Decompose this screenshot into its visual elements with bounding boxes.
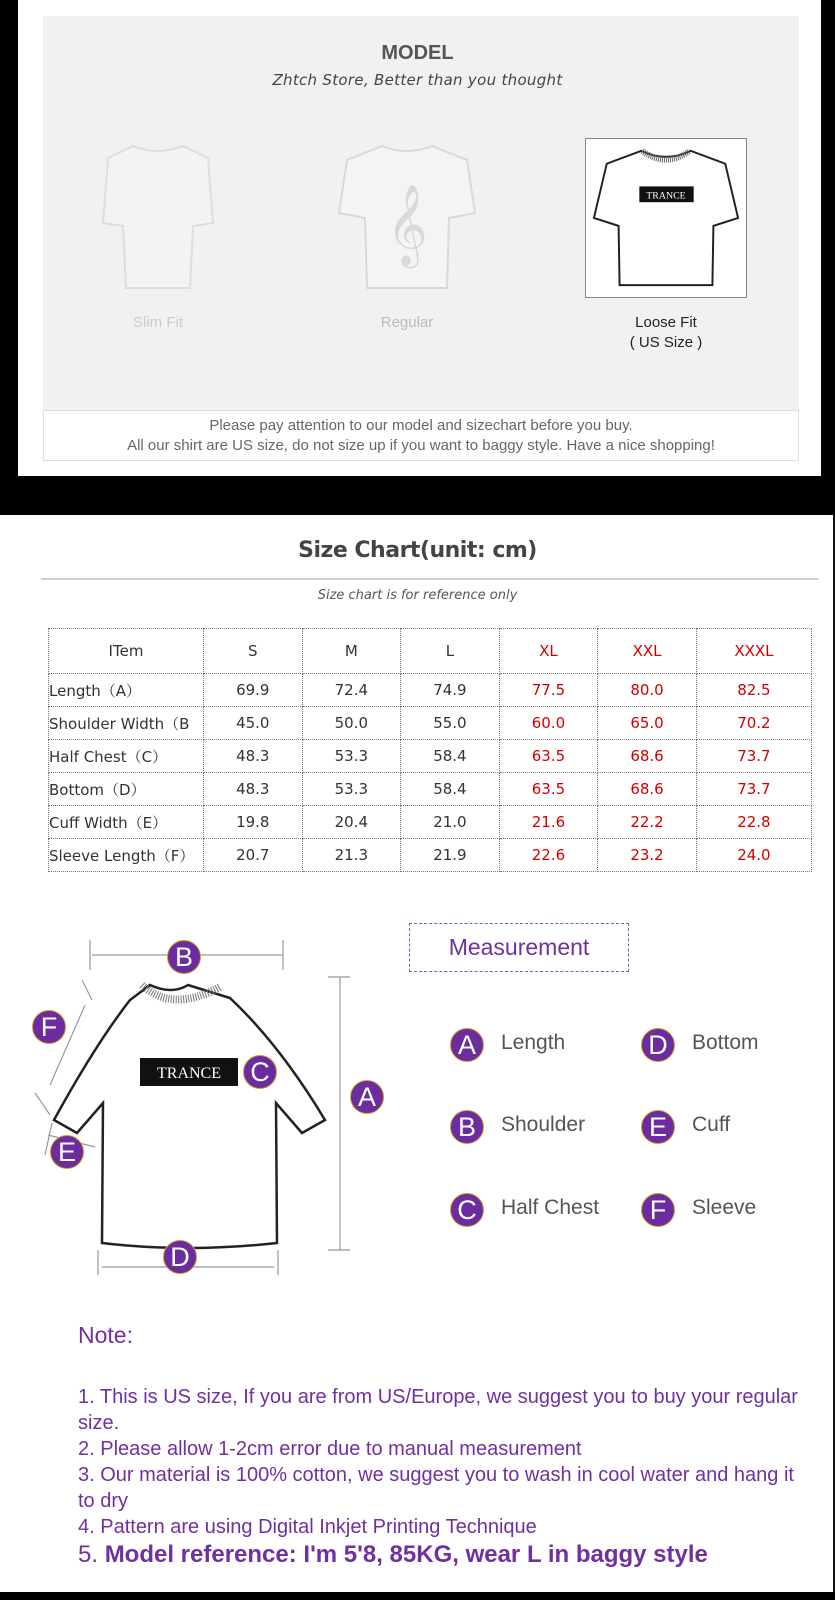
table-cell: 77.5 <box>499 674 598 707</box>
note-title: Note: <box>78 1322 133 1348</box>
legend-e-icon: E <box>641 1110 675 1144</box>
legend-f-label: Sleeve <box>692 1196 757 1219</box>
table-cell: 50.0 <box>302 707 401 740</box>
header-cell: XXXL <box>696 629 811 674</box>
table-cell: 45.0 <box>204 707 303 740</box>
slim-fit-shirt-icon <box>77 138 239 298</box>
table-row <box>49 839 812 872</box>
note-item-1: 1. This is US size, If you are from US/Europe, we suggest you to buy your regular size. <box>78 1386 798 1434</box>
table-cell: 82.5 <box>696 674 811 707</box>
table-cell: 69.9 <box>204 674 303 707</box>
note-item-2: 2. Please allow 1-2cm error due to manual measurement <box>78 1438 582 1460</box>
table-cell: 70.2 <box>696 707 811 740</box>
marker-f: F <box>32 1010 66 1044</box>
table-cell: 73.7 <box>696 740 811 773</box>
marker-a: A <box>350 1080 384 1114</box>
model-title: MODEL <box>381 42 454 64</box>
table-cell: 21.0 <box>401 806 500 839</box>
size-chart-title: Size Chart(unit: cm) <box>298 538 537 563</box>
note-item-4: 4. Pattern are using Digital Inkjet Printing Technique <box>78 1516 537 1538</box>
table-cell: 80.0 <box>598 674 697 707</box>
legend-f-icon: F <box>641 1193 675 1227</box>
table-row <box>49 707 812 740</box>
table-cell: 20.4 <box>302 806 401 839</box>
notice-line-2: All our shirt are US size, do not size up if you want to baggy style. Have a nice shopping! <box>127 437 715 454</box>
header-cell: M <box>302 629 401 674</box>
table-cell: 21.9 <box>401 839 500 872</box>
legend-c-icon: C <box>450 1193 484 1227</box>
model-subtitle: Zhtch Store, Better than you thought <box>272 71 563 89</box>
table-cell: 55.0 <box>401 707 500 740</box>
table-cell: 63.5 <box>499 773 598 806</box>
size-chart-subtitle: Size chart is for reference only <box>317 588 518 603</box>
row-label: Shoulder Width（B <box>49 707 204 740</box>
table-cell: 24.0 <box>696 839 811 872</box>
fit-loose-label: Loose Fit <box>635 314 697 331</box>
header-cell: XL <box>499 629 598 674</box>
note-item-5 <box>78 1540 808 1570</box>
size-table <box>48 628 812 872</box>
table-cell: 74.9 <box>401 674 500 707</box>
legend-b-icon: B <box>450 1110 484 1144</box>
svg-text:𝄞: 𝄞 <box>386 185 428 263</box>
marker-c: C <box>243 1055 277 1089</box>
shirt-print-text: TRANCE <box>157 1065 221 1082</box>
table-cell: 63.5 <box>499 740 598 773</box>
table-cell: 58.4 <box>401 740 500 773</box>
table-row <box>49 674 812 707</box>
loose-fit-shirt-image[interactable] <box>585 138 747 298</box>
table-cell: 20.7 <box>204 839 303 872</box>
table-header-row <box>49 629 812 674</box>
table-row <box>49 740 812 773</box>
table-row <box>49 773 812 806</box>
marker-e: E <box>50 1135 84 1169</box>
fit-loose-sublabel: ( US Size ) <box>629 334 703 351</box>
table-cell: 23.2 <box>598 839 697 872</box>
notice-box <box>43 410 799 461</box>
marker-b: B <box>167 940 201 974</box>
table-cell: 65.0 <box>598 707 697 740</box>
note-item-5-prefix: 5. <box>78 1541 105 1568</box>
marker-d: D <box>163 1240 197 1274</box>
legend-d-icon: D <box>641 1028 675 1062</box>
table-cell: 68.6 <box>598 740 697 773</box>
row-label: Length（A） <box>49 674 204 707</box>
fit-regular-label: Regular <box>380 314 434 331</box>
table-cell: 22.8 <box>696 806 811 839</box>
table-cell: 48.3 <box>204 740 303 773</box>
regular-shirt-icon <box>326 138 488 298</box>
row-label: Half Chest（C） <box>49 740 204 773</box>
divider <box>41 578 819 580</box>
table-cell: 53.3 <box>302 773 401 806</box>
table-row <box>49 806 812 839</box>
header-cell: S <box>204 629 303 674</box>
table-cell: 22.6 <box>499 839 598 872</box>
table-cell: 72.4 <box>302 674 401 707</box>
fit-slim-label: Slim Fit <box>133 314 183 331</box>
measurement-title: Measurement <box>409 923 629 972</box>
row-label: Cuff Width（E） <box>49 806 204 839</box>
bottom-border <box>0 1592 835 1600</box>
legend-e-label: Cuff <box>692 1113 731 1136</box>
header-cell: XXL <box>598 629 697 674</box>
notice-line-1: Please pay attention to our model and sizechart before you buy. <box>209 417 633 434</box>
loose-fit-shirt-icon <box>586 139 746 297</box>
table-cell: 21.3 <box>302 839 401 872</box>
table-cell: 73.7 <box>696 773 811 806</box>
measurement-diagram <box>20 925 400 1275</box>
table-cell: 19.8 <box>204 806 303 839</box>
legend-c-label: Half Chest <box>501 1196 600 1219</box>
table-cell: 68.6 <box>598 773 697 806</box>
row-label: Bottom（D） <box>49 773 204 806</box>
loose-fit-print-text: TRANCE <box>646 190 686 202</box>
row-label: Sleeve Length（F） <box>49 839 204 872</box>
legend-d-label: Bottom <box>692 1031 759 1054</box>
header-cell: ITem <box>49 629 204 674</box>
table-cell: 21.6 <box>499 806 598 839</box>
note-item-5-text: Model reference: I'm 5'8, 85KG, wear L in baggy style <box>104 1541 708 1568</box>
table-cell: 48.3 <box>204 773 303 806</box>
header-cell: L <box>401 629 500 674</box>
table-cell: 60.0 <box>499 707 598 740</box>
table-cell: 58.4 <box>401 773 500 806</box>
legend-b-label: Shoulder <box>501 1113 586 1136</box>
table-cell: 53.3 <box>302 740 401 773</box>
note-item-3: 3. Our material is 100% cotton, we suggest you to wash in cool water and hang it to dry <box>78 1464 794 1512</box>
legend-a-icon: A <box>450 1028 484 1062</box>
legend-a-label: Length <box>501 1031 566 1054</box>
table-cell: 22.2 <box>598 806 697 839</box>
